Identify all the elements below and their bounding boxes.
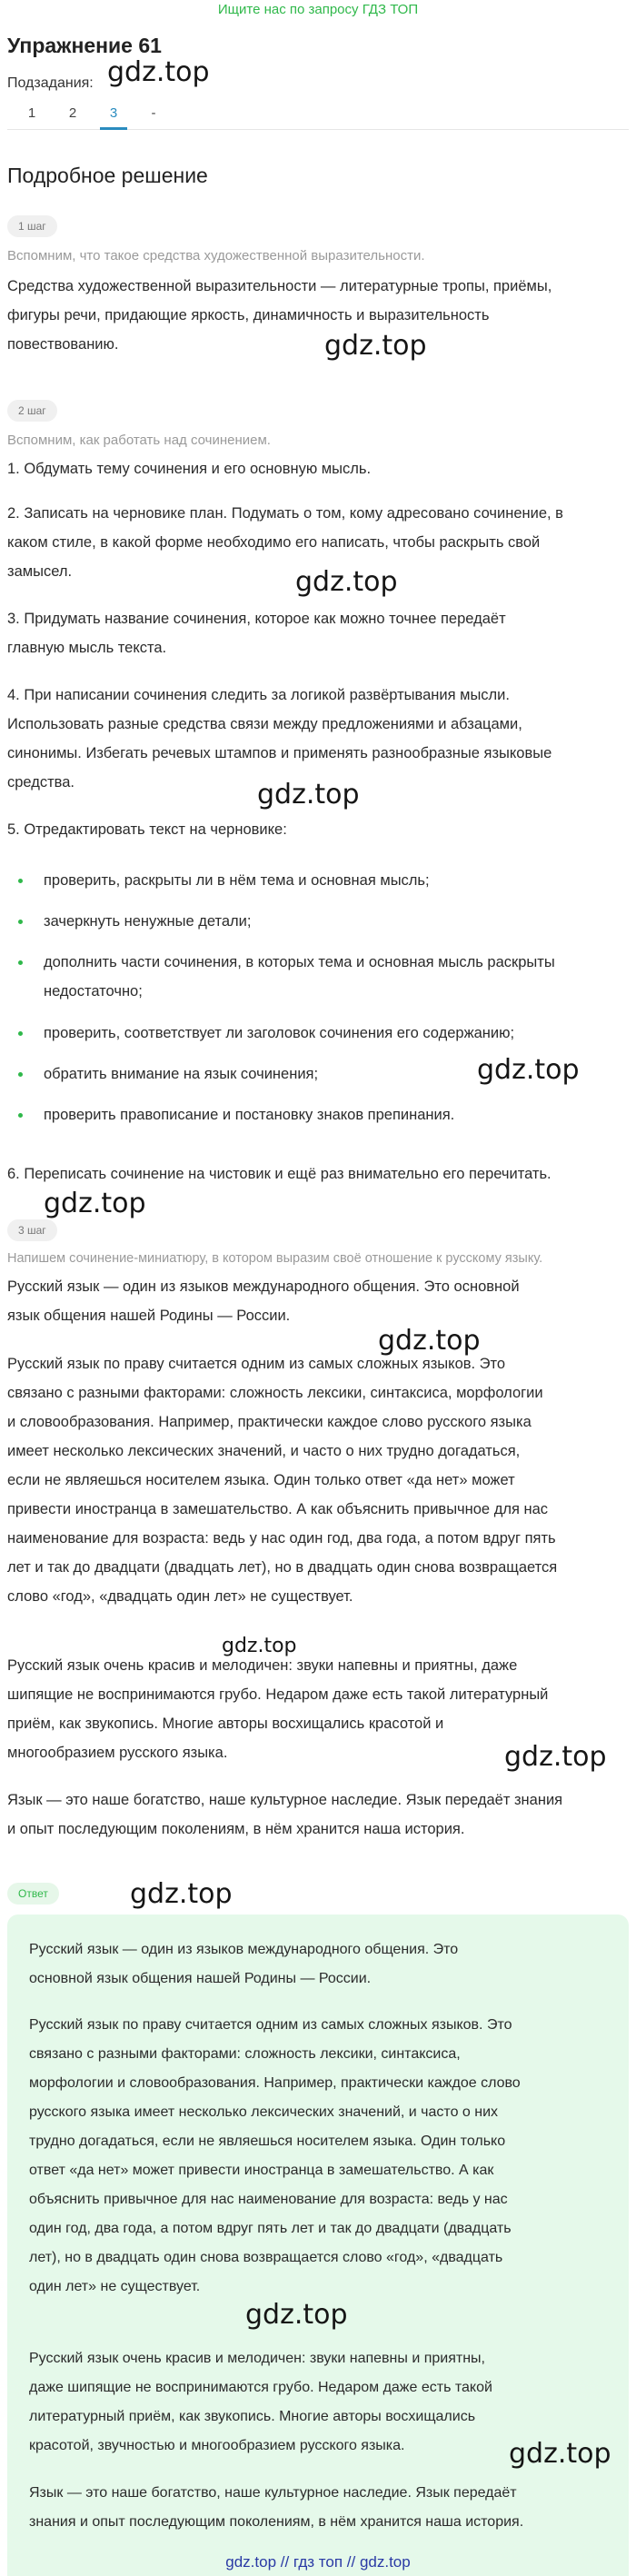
text-line: основной язык общения нашей Родины — России.	[29, 1971, 372, 1986]
list-item	[44, 866, 625, 895]
text-line: каком стиле, в какой форме необходимо его написать, чтобы раскрыть свой	[7, 534, 541, 551]
essay-paragraph-2	[7, 1349, 629, 1611]
text-line: обратить внимание на язык сочинения;	[44, 1066, 319, 1082]
watermark: gdz.top	[295, 566, 398, 598]
watermark: gdz.top	[107, 56, 210, 88]
essay-paragraph-4	[7, 1785, 629, 1844]
answer-paragraph-4	[29, 2479, 620, 2537]
text-line: Русский язык — один из языков международного общения. Это основной	[7, 1278, 520, 1295]
text-line: красотой, звучностью и многообразием русского языка.	[29, 2438, 405, 2453]
bullet-icon	[18, 1113, 23, 1118]
text-line: связано с разными факторами: сложность лексики, синтаксиса,	[29, 2046, 461, 2062]
text-line: Средства художественной выразительности — литературные тропы, приёмы,	[7, 278, 552, 294]
watermark: gdz.top	[378, 1325, 481, 1357]
text-line: главную мысль текста.	[7, 640, 167, 656]
tab-dash[interactable]: -	[151, 105, 156, 121]
list-item	[44, 1019, 625, 1048]
answer-badge: Ответ	[7, 1883, 59, 1905]
step-1-text	[7, 272, 629, 359]
text-line: имеет несколько лексических значений, и часто о них трудно догадаться,	[7, 1443, 521, 1459]
step-2-item-5: 5. Отредактировать текст на черновике:	[7, 821, 287, 838]
step-2-hint: Вспомним, как работать над сочинением.	[7, 433, 271, 448]
text-line: Язык — это наше богатство, наше культурное наследие. Язык передаёт знания	[7, 1792, 563, 1808]
text-line: проверить правописание и постановку знаков препинания.	[44, 1107, 455, 1123]
text-line: язык общения нашей Родины — России.	[7, 1308, 291, 1324]
text-line: один лет» не существует.	[29, 2279, 201, 2294]
bullet-icon	[18, 1072, 23, 1077]
text-line: слово «год», «двадцать один лет» не существует.	[7, 1588, 353, 1605]
text-line: даже шипящие не воспринимаются грубо. Недаром даже есть такой	[29, 2380, 492, 2395]
step-2-item-6: 6. Переписать сочинение на чистовик и ещё раз внимательно его перечитать.	[7, 1166, 552, 1182]
page-title: Упражнение 61	[7, 34, 162, 57]
tab-3[interactable]: 3	[100, 103, 127, 130]
watermark: gdz.top	[324, 330, 427, 362]
text-line: объяснить привычное для нас наименование для возраста: ведь у нас	[29, 2192, 508, 2207]
text-line: недостаточно;	[44, 983, 143, 1000]
watermark: gdz.top	[222, 1635, 297, 1657]
text-line: лет), но в двадцать один снова возвращается слово «год», «двадцать	[29, 2250, 503, 2265]
top-banner[interactable]: Ищите нас по запросу ГДЗ ТОП	[217, 2, 419, 17]
text-line: Язык — это наше богатство, наше культурное наследие. Язык передаёт	[29, 2485, 517, 2501]
text-line: Русский язык очень красив и мелодичен: звуки напевны и приятны,	[29, 2351, 485, 2366]
text-line: 2. Записать на черновике план. Подумать о том, кому адресовано сочинение, в	[7, 505, 563, 522]
bullet-icon	[18, 960, 23, 965]
bullet-icon	[18, 920, 23, 924]
text-line: связано с разными факторами: сложность лексики, синтаксиса, морфологии	[7, 1385, 543, 1401]
text-line: один год, два года, а потом вдруг пять лет и так до двадцати (двадцать	[29, 2221, 512, 2236]
text-line: Использовать разные средства связи между предложениями и абзацами,	[7, 716, 522, 732]
text-line: синонимы. Избегать речевых штампов и применять разнообразные языковые	[7, 745, 552, 761]
text-line: 4. При написании сочинения следить за логикой развёртывания мысли.	[7, 687, 510, 703]
text-line: проверить, раскрыты ли в нём тема и основная мысль;	[44, 872, 430, 889]
text-line: средства.	[7, 774, 75, 791]
section-title: Подробное решение	[7, 164, 208, 187]
text-line: ответ «да нет» может привести иностранца в замешательство. А как	[29, 2163, 494, 2178]
list-item	[44, 1100, 625, 1129]
answer-paragraph-1	[29, 1935, 620, 1994]
tab-1[interactable]: 1	[27, 105, 36, 121]
text-line: Русский язык по праву считается одним из самых сложных языков. Это	[29, 2017, 512, 2033]
watermark: gdz.top	[477, 1054, 580, 1086]
answer-paragraph-2	[29, 2011, 620, 2302]
step-1-badge: 1 шаг	[7, 215, 57, 237]
list-item	[44, 907, 625, 936]
text-line: если не являешься носителем языка. Один только ответ «да нет» может	[7, 1472, 515, 1488]
step-1-hint: Вспомним, что такое средства художественной выразительности.	[7, 248, 425, 264]
bullet-icon	[18, 1031, 23, 1036]
watermark: gdz.top	[44, 1188, 146, 1219]
watermark: gdz.top	[504, 1741, 607, 1773]
watermark: gdz.top	[257, 779, 360, 811]
step-3-badge: 3 шаг	[7, 1219, 57, 1241]
watermark: gdz.top	[509, 2438, 611, 2470]
text-line: зачеркнуть ненужные детали;	[44, 913, 252, 930]
text-line: проверить, соответствует ли заголовок сочинения его содержанию;	[44, 1025, 515, 1041]
text-line: и опыт последующим поколениям, в нём хранится наша история.	[7, 1821, 465, 1837]
text-line: трудно догадаться, если не являешься носителем языка. Один только	[29, 2133, 506, 2149]
text-line: дополнить части сочинения, в которых тема и основная мысль раскрыты	[44, 954, 555, 970]
essay-paragraph-1	[7, 1272, 629, 1330]
text-line: шипящие не воспринимаются грубо. Недаром даже есть такой литературный	[7, 1686, 549, 1703]
text-line: Русский язык по праву считается одним из самых сложных языков. Это	[7, 1356, 506, 1372]
step-2-item-3	[7, 604, 629, 662]
watermark: gdz.top	[245, 2299, 348, 2331]
text-line: морфологии и словообразования. Например, практически каждое слово	[29, 2075, 521, 2091]
tab-2[interactable]: 2	[68, 105, 77, 121]
text-line: приём, как звукопись. Многие авторы восхищались красотой и	[7, 1716, 444, 1732]
text-line: знания и опыт последующим поколениям, в нём хранится наша история.	[29, 2514, 524, 2530]
watermark: gdz.top	[130, 1878, 233, 1910]
list-item	[44, 948, 625, 1006]
footer-links[interactable]: gdz.top // гдз топ // gdz.top	[225, 2553, 411, 2571]
text-line: многообразием русского языка.	[7, 1745, 228, 1761]
subtask-tabs	[7, 103, 629, 130]
step-2-badge: 2 шаг	[7, 400, 57, 422]
text-line: фигуры речи, придающие яркость, динамичность и выразительность	[7, 307, 490, 323]
text-line: литературный приём, как звукопись. Многие авторы восхищались	[29, 2409, 476, 2424]
text-line: русского языка имеет несколько лексических значений, и часто о них	[29, 2104, 499, 2120]
text-line: привести иностранца в замешательство. А как объяснить привычное для нас	[7, 1501, 549, 1517]
text-line: 3. Придумать название сочинения, которое как можно точнее передаёт	[7, 611, 506, 627]
step-2-item-1: 1. Обдумать тему сочинения и его основную мысль.	[7, 461, 372, 477]
text-line: Русский язык — один из языков международного общения. Это	[29, 1942, 459, 1957]
bullet-icon	[18, 879, 23, 883]
text-line: Русский язык очень красив и мелодичен: звуки напевны и приятны, даже	[7, 1657, 518, 1674]
text-line: наименование для возраста: ведь у нас один год, два года, а потом вдруг пять	[7, 1530, 556, 1547]
text-line: лет и так до двадцати (двадцать лет), но в двадцать один снова возвращается	[7, 1559, 558, 1576]
subtasks-label: Подзадания:	[7, 75, 94, 91]
text-line: повествованию.	[7, 336, 119, 353]
text-line: и словообразования. Например, практически каждое слово русского языка	[7, 1414, 532, 1430]
step-3-hint: Напишем сочинение-миниатюру, в котором выразим своё отношение к русскому языку.	[7, 1251, 543, 1266]
text-line: замысел.	[7, 563, 73, 580]
